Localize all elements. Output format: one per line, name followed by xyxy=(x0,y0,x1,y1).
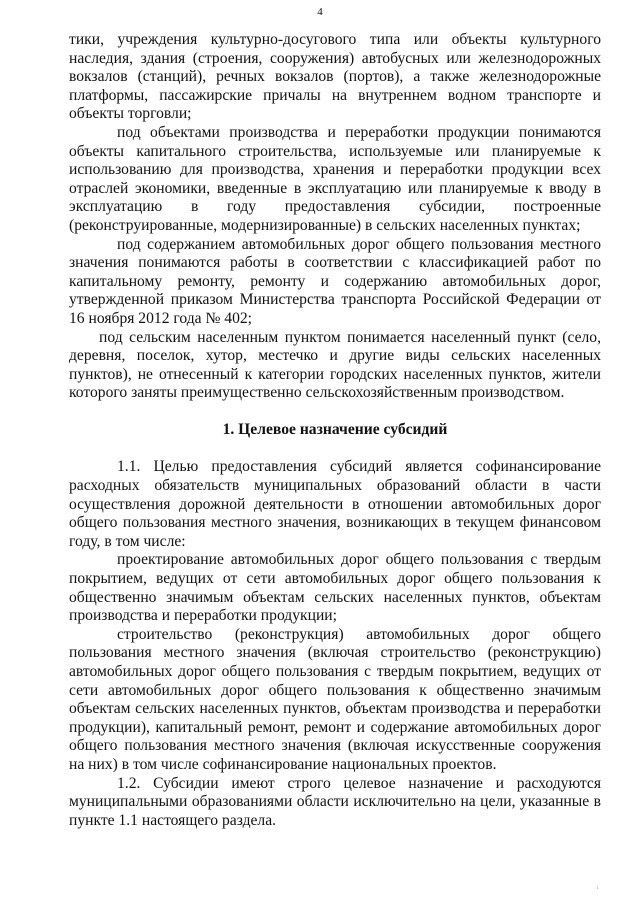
paragraph-road-maintenance: под содержанием автомобильных дорог общего пользования местного значения понимаются работы в соответствии с классификацией работ по капитальному ремонту, ремонту и содержанию автомобильных дорог, утвержденной приказом Министерства транспорта Российской Федерации от 16 ноября 2012 года № 402; xyxy=(69,235,601,327)
paragraph-construction: строительство (реконструкция) автомобильных дорог общего пользования местного значения (включая строительство (реконструкцию) автомобильных дорог общего пользования с твердым покрытием, ведущих от сети автомобильных дорог общего пользования к общественно значимым объектам сельских населенных пунктов, объектам производства и переработки продукции), капитальный ремонт, ремонт и содержание автомобильных дорог общего пользования местного значения (включая искусственные сооружения на них) в том числе софинансирование национальных проектов. xyxy=(69,625,601,773)
paragraph-rural-settlement: под сельским населенным пунктом понимается населенный пункт (село, деревня, поселок, хутор, местечко и другие виды сельских населенных пунктов), не отнесенный к категории городских населенных пунктов, жители которого заняты преимущественно сельскохозяйственным производством. xyxy=(69,328,601,402)
paragraph-production-objects: под объектами производства и переработки продукции понимаются объекты капитального строительства, используемые или планируемые к использованию для производства, хранения и переработки продукции всех отраслей экономики, введенные в эксплуатацию или планируемые к вводу в эксплуатацию в году предоставления субсидии, построенные (реконструированные, модернизированные) в сельских населенных пунктах; xyxy=(69,123,601,234)
scan-mark: ı xyxy=(596,885,598,891)
document-body xyxy=(69,31,601,830)
paragraph-1-1: 1.1. Целью предоставления субсидий является софинансирование расходных обязательств муниципальных образований области в части осуществления дорожной деятельности в отношении автомобильных дорог общего пользования местного значения, возникающих в текущем финансовом году, в том числе: xyxy=(69,458,601,550)
page-number: 4 xyxy=(317,6,323,18)
paragraph-continuation: тики, учреждения культурно-досугового типа или объекты культурного наследия, здания (строения, сооружения) автобусных или железнодорожных вокзалов (станций), речных вокзалов (портов), а также железнодорожные платформы, пассажирские причалы на внутреннем водном транспорте и объекты торговли; xyxy=(69,31,601,123)
paragraph-1-2: 1.2. Субсидии имеют строго целевое назначение и расходуются муниципальными образованиями области исключительно на цели, указанные в пункте 1.1 настоящего раздела. xyxy=(69,774,601,829)
section-heading: 1. Целевое назначение субсидий xyxy=(222,420,448,438)
paragraph-design: проектирование автомобильных дорог общего пользования с твердым покрытием, ведущих от сети автомобильных дорог общего пользования к общественно значимым объектам сельских населенных пунктов, объектам производства и переработки продукции; xyxy=(69,551,601,625)
